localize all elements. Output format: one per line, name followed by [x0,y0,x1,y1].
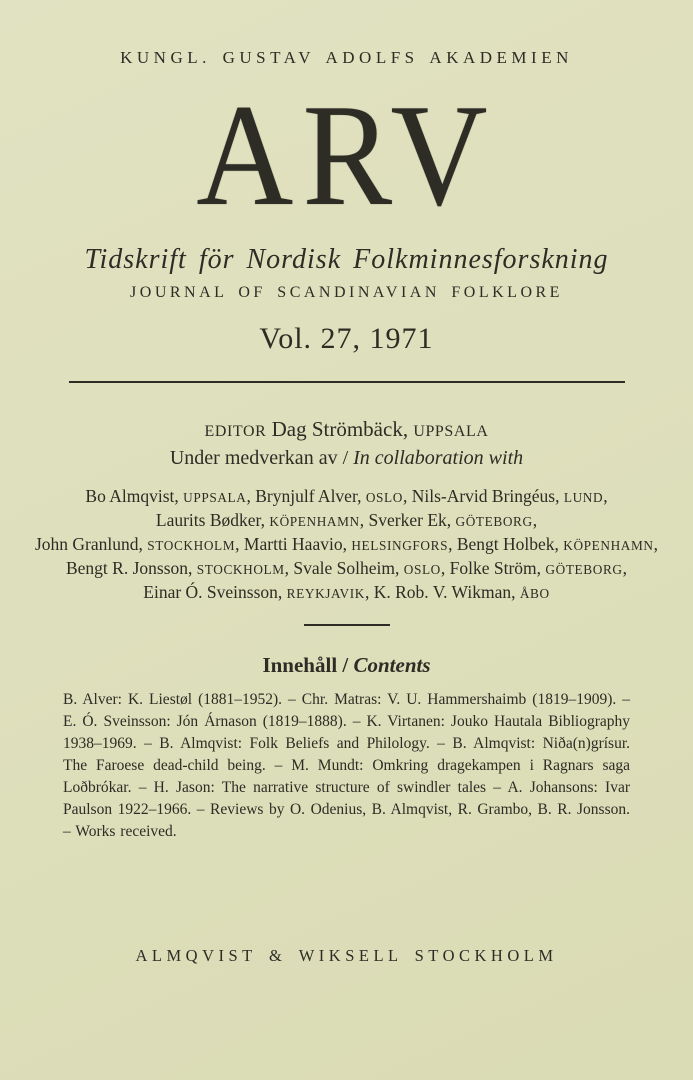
contents-heading-swedish: Innehåll / [262,653,349,677]
contents-heading [0,653,693,678]
journal-title: ARV [196,74,497,236]
contents-heading-english: Contents [353,653,431,677]
collaboration-line [0,447,693,470]
collaboration-label-english: In collaboration with [353,447,524,469]
academy-name: KUNGL. GUSTAV ADOLFS AKADEMIEN [120,48,573,67]
collaborator-line: Laurits Bødker, KÖPENHAMN, Sverker Ek, GÖTEBORG, [155,510,538,530]
divider-rule-wide [69,381,625,383]
volume-number: Vol. 27, 1971 [259,322,434,355]
collaboration-label-swedish: Under medverkan av / [169,447,349,469]
collaborator-line: John Granlund, STOCKHOLM, Martti Haavio, HELSINGFORS, Bengt Holbek, KÖPENHAMN, [34,534,659,554]
collaborators-list [0,485,693,605]
subtitle-swedish: Tidskrift för Nordisk Folkminnesforskning [84,244,609,275]
publisher-imprint: ALMQVIST & WIKSELL STOCKHOLM [135,946,558,965]
collaborator-line: Einar Ó. Sveinsson, REYKJAVIK, K. Rob. V. Wikman, ÅBO [143,582,550,602]
divider-rule-short [304,624,390,626]
subtitle-english: JOURNAL OF SCANDINAVIAN FOLKLORE [130,284,563,301]
collaborator-line: Bo Almqvist, UPPSALA, Brynjulf Alver, OSLO, Nils-Arvid Bringéus, LUND, [85,486,608,506]
contents-body: B. Alver: K. Liestøl (1881–1952). – Chr. Matras: V. U. Hammershaimb (1819–1909). – E. Ó. Sveinsson: Jón Árnason (1819–1888). – K. Virtanen: Jouko Hautala Bibliography 1938–1969. – B. Almqvist: Folk Beliefs and Philology. – B. Almqvist: Niða(n)grísur. The Faroese dead-child being. – M. Mundt: Omkring dragekampen i Ragnars saga Loðbrókar. – H. Jason: The narrative structure of swindler tales – A. Johansons: Ivar Paulson 1922–1966. – Reviews by O. Odenius, B. Almqvist, R. Grambo, B. R. Jonsson. – Works received. [63,691,630,840]
editor-line: EDITOR Dag Strömbäck, UPPSALA [204,417,489,441]
collaborator-line: Bengt R. Jonsson, STOCKHOLM, Svale Solheim, OSLO, Folke Ström, GÖTEBORG, [65,558,627,578]
